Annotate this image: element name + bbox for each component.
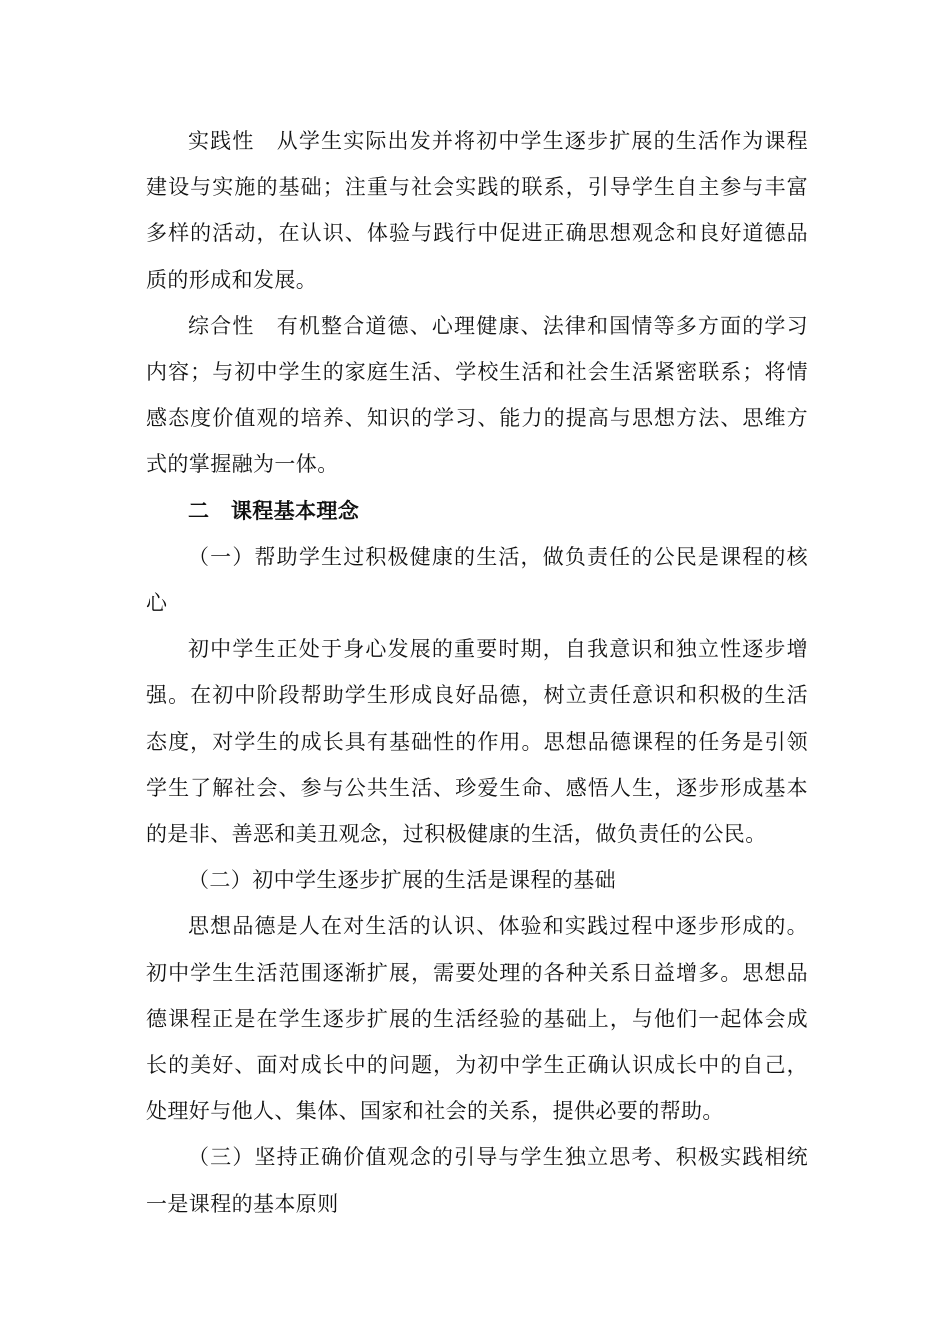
paragraph-sub2: 思想品德是人在对生活的认识、体验和实践过程中逐步形成的。初中学生生活范围逐渐扩展，需要处理的各种关系日益增多。思想品德课程正是在学生逐步扩展的生活经验的基础上，与他们一起体会成长的美好、面对成长中的问题，为初中学生正确认识成长中的自己，处理好与他人、集体、国家和社会的关系，提供必要的帮助。 [146,914,808,1124]
subheading-1: （一）帮助学生过积极健康的生活，做负责任的公民是课程的核心 [146,544,808,616]
paragraph-practicality-text: 从学生实际出发并将初中学生逐步扩展的生活作为课程建设与实施的基础；注重与社会实践的联系，引导学生自主参与丰富多样的活动，在认识、体验与践行中促进正确思想观念和良好道德品质的形成和发展。 [146,129,808,292]
paragraph-comprehensiveness-text: 有机整合道德、心理健康、法律和国情等多方面的学习内容；与初中学生的家庭生活、学校生活和社会生活紧密联系；将情感态度价值观的培养、知识的学习、能力的提高与思想方法、思维方式的掌握融为一体。 [146,313,808,477]
paragraph-practicality [146,118,808,303]
subheading-3: （三）坚持正确价值观念的引导与学生独立思考、积极实践相统一是课程的基本原则 [146,1145,808,1216]
section-number: 二 [188,498,210,523]
document-page [146,118,808,1227]
paragraph-sub1: 初中学生正处于身心发展的重要时期，自我意识和独立性逐步增强。在初中阶段帮助学生形成良好品德，树立责任意识和积极的生活态度，对学生的成长具有基础性的作用。思想品德课程的任务是引领学生了解社会、参与公共生活、珍爱生命、感悟人生，逐步形成基本的是非、善恶和美丑观念，过积极健康的生活，做负责任的公民。 [146,637,808,847]
paragraph-comprehensiveness [146,303,808,488]
section-heading [146,488,808,534]
term-practicality: 实践性 [188,129,255,153]
section-title: 课程基本理念 [230,498,360,523]
subheading-2: （二）初中学生逐步扩展的生活是课程的基础 [188,868,616,893]
term-comprehensiveness: 综合性 [188,313,255,338]
